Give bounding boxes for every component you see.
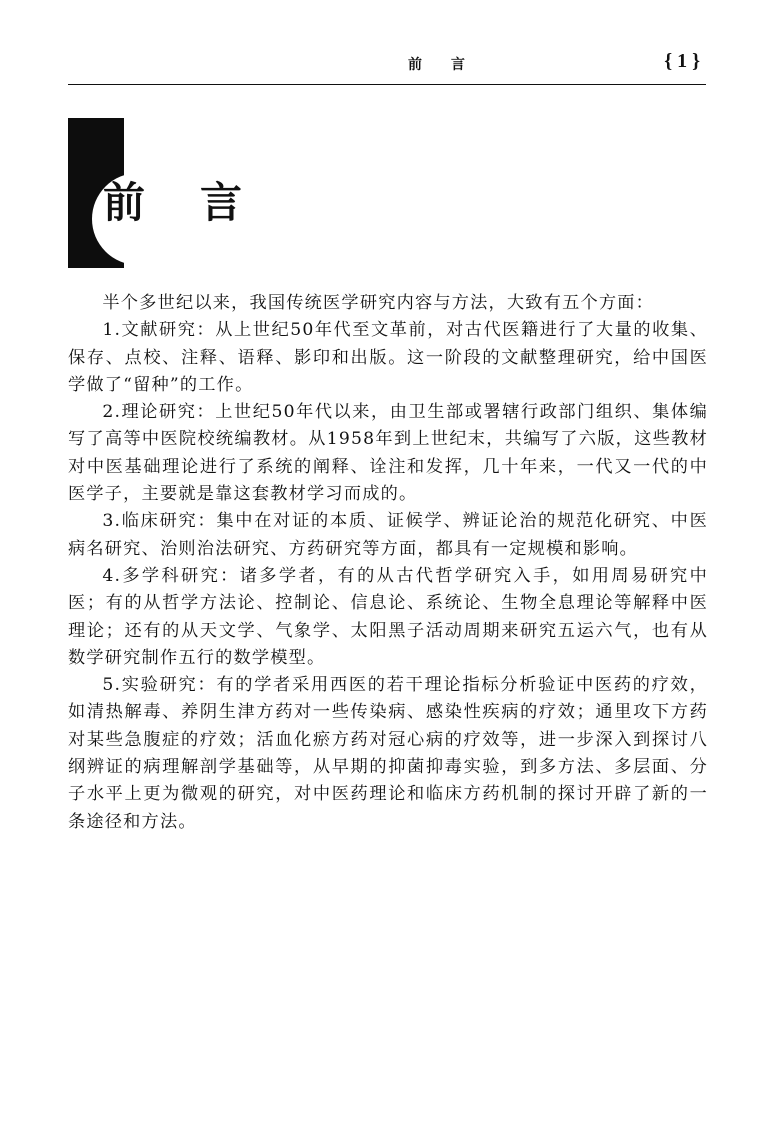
paragraph-literature-research: 1.文献研究：从上世纪50年代至文革前，对古代医籍进行了大量的收集、保存、点校、注释、语释、影印和出版。这一阶段的文献整理研究，给中国医学做了“留种”的工作。: [68, 320, 708, 395]
chapter-title-second-char: 言: [200, 178, 243, 227]
chapter-title-first-char: 前: [103, 178, 146, 227]
paragraph-intro: 半个多世纪以来，我国传统医学研究内容与方法，大致有五个方面：: [102, 293, 655, 313]
paragraph-clinical-research: 3.临床研究：集中在对证的本质、证候学、辨证论治的规范化研究、中医病名研究、治则治法研究、方药研究等方面，都具有一定规模和影响。: [68, 511, 708, 559]
paragraph-experimental-research: 5.实验研究：有的学者采用西医的若干理论指标分析验证中医药的疗效，如清热解毒、养阴生津方药对一些传染病、感染性疾病的疗效；通里攻下方药对某些急腹症的疗效；活血化瘀方药对冠心病的疗效等，进一步深入到探讨八纲辨证的病理解剖学基础等，从早期的抑菌抑毒实验，到多方法、多层面、分子水平上更为微观的研究，对中医药理论和临床方药机制的探讨开辟了新的一条途径和方法。: [68, 675, 708, 832]
running-header: [68, 50, 706, 85]
paragraph-multidisciplinary-research: 4.多学科研究：诸多学者，有的从古代哲学研究入手，如用周易研究中医；有的从哲学方法论、控制论、信息论、系统论、生物全息理论等解释中医理论；还有的从天文学、气象学、太阳黑子活动周期来研究五运六气，也有从数学研究制作五行的数学模型。: [68, 565, 708, 668]
body-text: [68, 290, 708, 836]
page-number: { 1 }: [664, 50, 700, 72]
paragraph-theory-research: 2.理论研究：上世纪50年代以来，由卫生部或署辖行政部门组织、集体编写了高等中医院校统编教材。从1958年到上世纪末，共编写了六版，这些教材对中医基础理论进行了系统的阐释、诠注和发挥，几十年来，一代又一代的中医学子，主要就是靠这套教材学习而成的。: [68, 402, 708, 505]
running-title: 前 言: [408, 57, 477, 73]
